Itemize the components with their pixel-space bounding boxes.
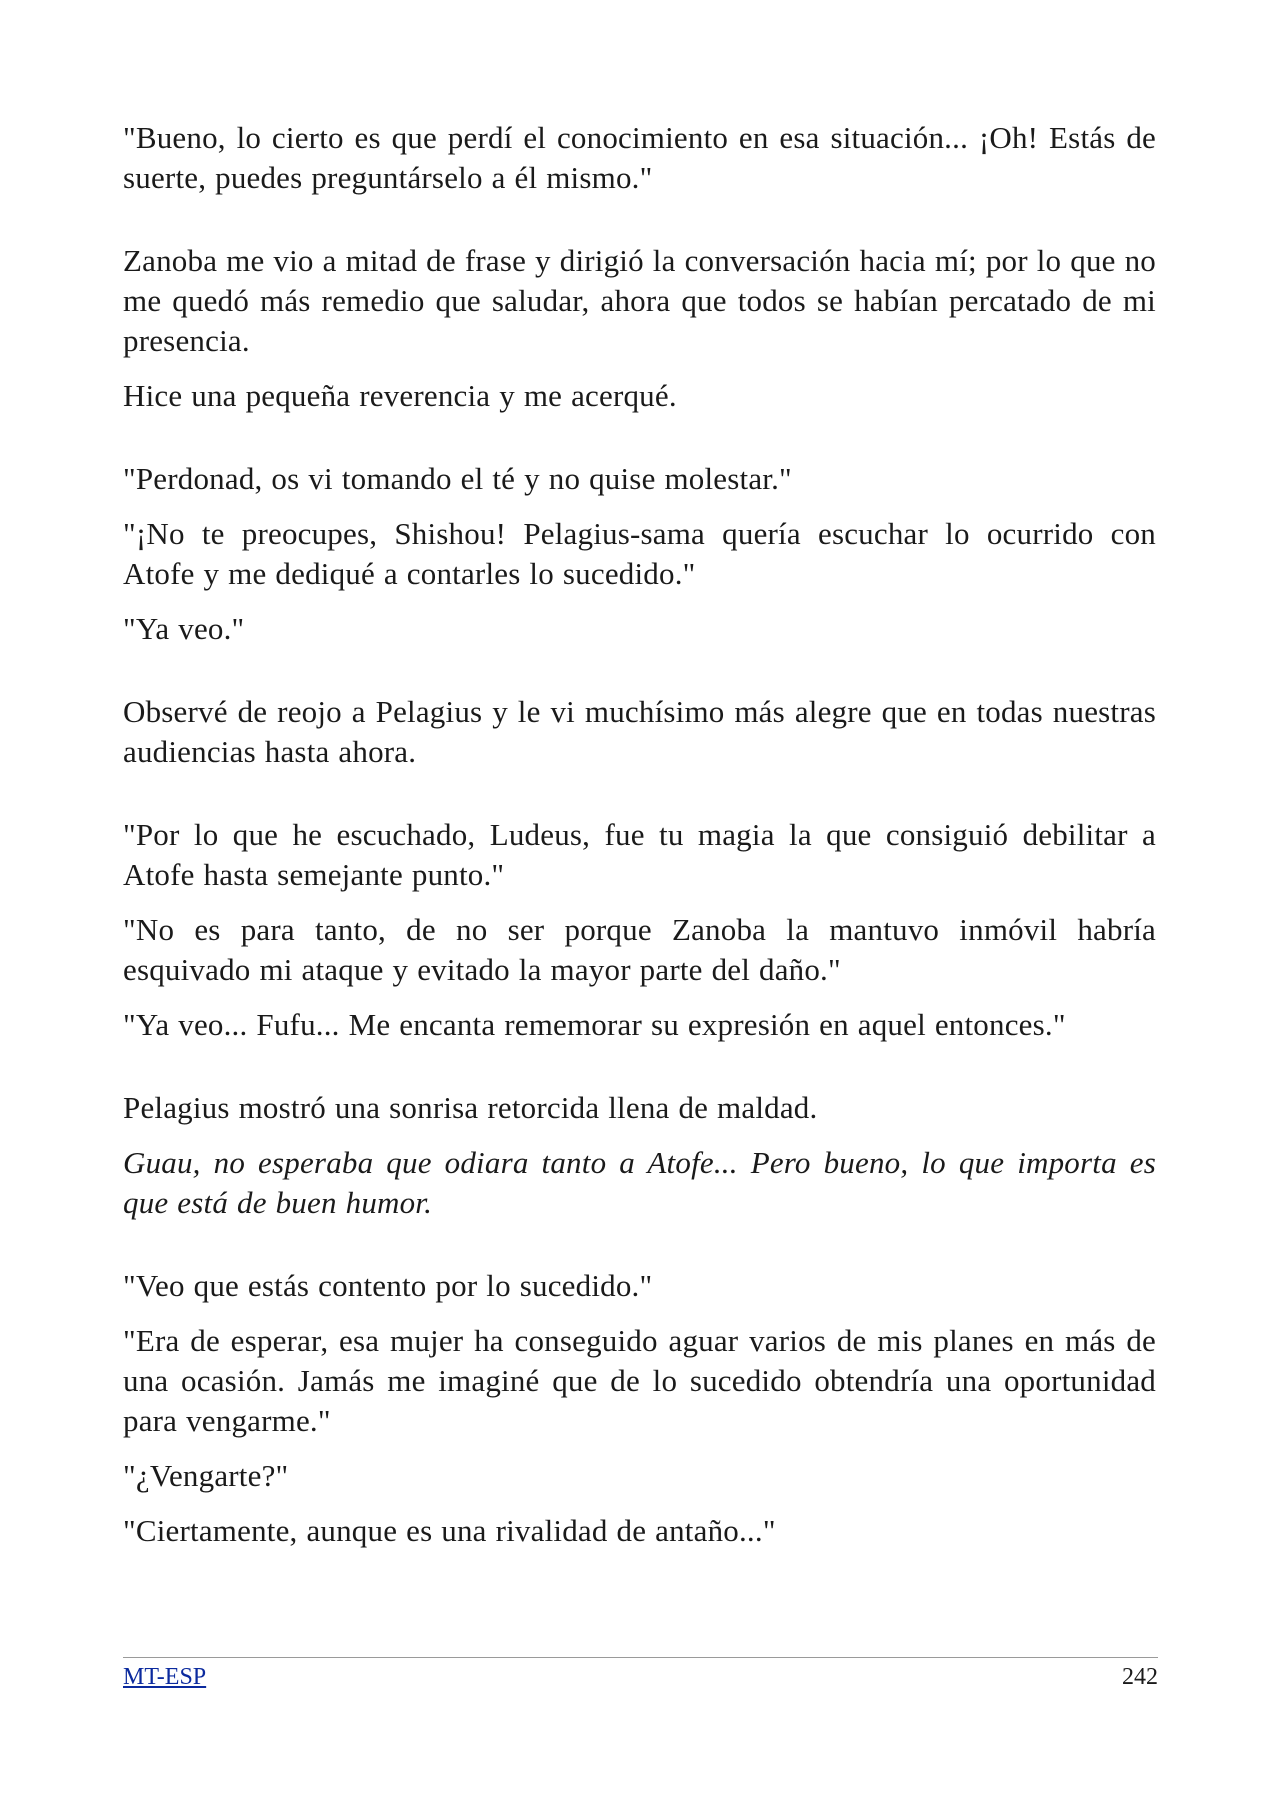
paragraph-10: "Ya veo... Fufu... Me encanta rememorar su expresión en aquel entonces."	[123, 1007, 1066, 1042]
paragraph-8: "Por lo que he escuchado, Ludeus, fue tu magia la que consiguió debilitar a Atofe hasta semejante punto."	[123, 817, 1156, 892]
paragraph-12-italic: Guau, no esperaba que odiara tanto a Atofe... Pero bueno, lo que importa es que está de buen humor.	[123, 1145, 1156, 1220]
paragraph-1: "Bueno, lo cierto es que perdí el conocimiento en esa situación... ¡Oh! Estás de suerte, puedes preguntárselo a él mismo."	[123, 120, 1156, 195]
paragraph-9: "No es para tanto, de no ser porque Zanoba la mantuvo inmóvil habría esquivado mi ataque y evitado la mayor parte del daño."	[123, 912, 1156, 987]
paragraph-15: "¿Vengarte?"	[123, 1458, 289, 1493]
paragraph-7: Observé de reojo a Pelagius y le vi muchísimo más alegre que en todas nuestras audiencias hasta ahora.	[123, 694, 1156, 769]
footer-source-link[interactable]: MT-ESP	[123, 1664, 207, 1690]
page-footer	[123, 1657, 1158, 1690]
paragraph-11: Pelagius mostró una sonrisa retorcida llena de maldad.	[123, 1090, 818, 1125]
paragraph-4: "Perdonad, os vi tomando el té y no quise molestar."	[123, 461, 792, 496]
paragraph-6: "Ya veo."	[123, 611, 245, 646]
paragraph-14: "Era de esperar, esa mujer ha conseguido aguar varios de mis planes en más de una ocasión. Jamás me imaginé que de lo sucedido obtendría una oportunidad para vengarme."	[123, 1323, 1156, 1438]
paragraph-2: Zanoba me vio a mitad de frase y dirigió la conversación hacia mí; por lo que no me quedó más remedio que saludar, ahora que todos se habían percatado de mi presencia.	[123, 243, 1156, 358]
paragraph-3: Hice una pequeña reverencia y me acerqué.	[123, 378, 677, 413]
paragraph-16: "Ciertamente, aunque es una rivalidad de antaño..."	[123, 1513, 776, 1548]
paragraph-5: "¡No te preocupes, Shishou! Pelagius-sama quería escuchar lo ocurrido con Atofe y me dediqué a contarles lo sucedido."	[123, 516, 1156, 591]
page-number: 242	[1122, 1664, 1158, 1690]
paragraph-13: "Veo que estás contento por lo sucedido."	[123, 1268, 653, 1303]
page-body	[123, 118, 1156, 1551]
